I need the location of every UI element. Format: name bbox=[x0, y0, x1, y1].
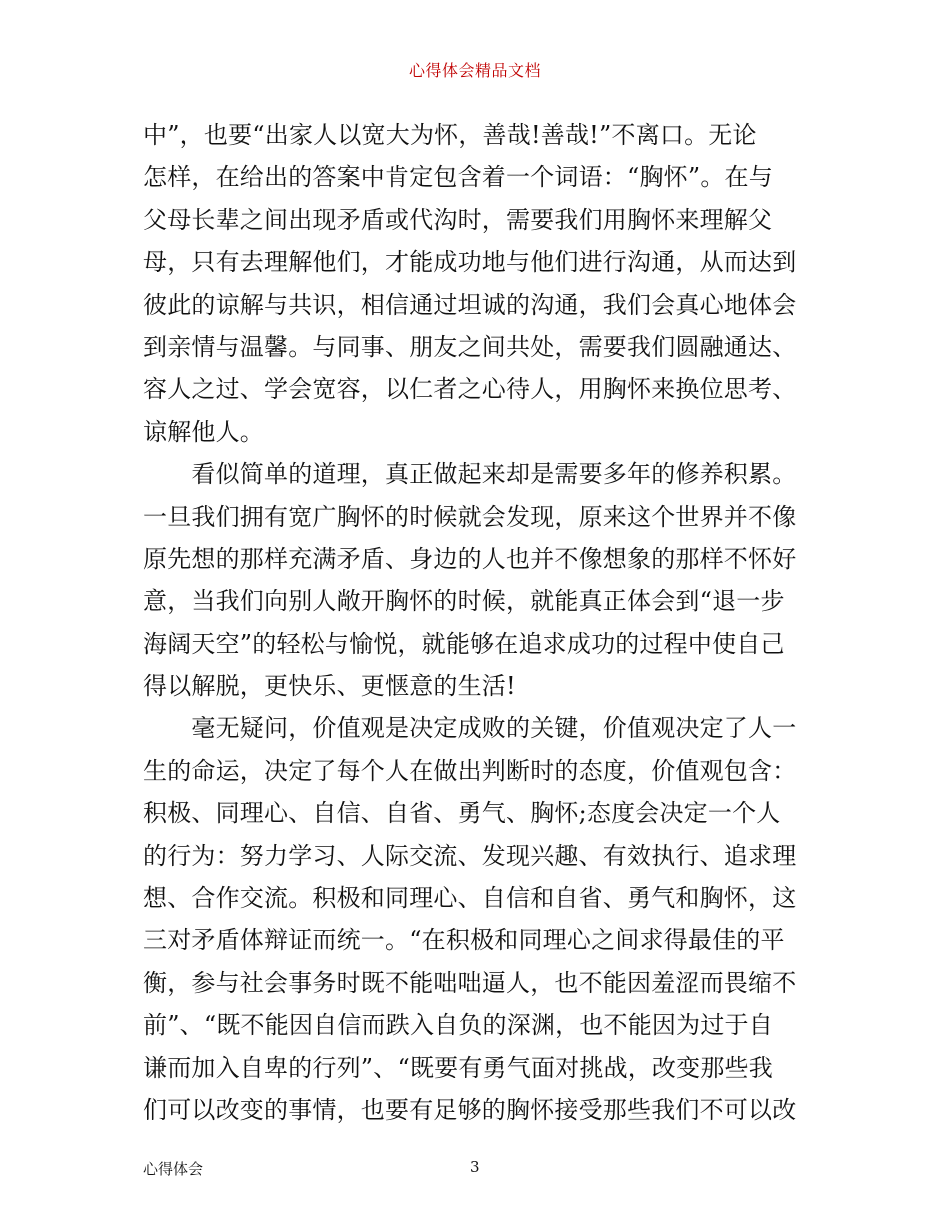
page-header-title: 心得体会精品文档 bbox=[408, 61, 541, 80]
body-line: 衡，参与社会事务时既不能咄咄逼人，也不能因羞涩而畏缩不 bbox=[143, 968, 797, 997]
body-line: 毫无疑问，价值观是决定成败的关键，价值观决定了人一 bbox=[143, 714, 797, 743]
body-line: 怎样，在给出的答案中肯定包含着一个词语：“胸怀”。在与 bbox=[143, 163, 773, 192]
body-line: 彼此的谅解与共识，相信通过坦诚的沟通，我们会真心地体会 bbox=[143, 290, 797, 319]
body-line: 母，只有去理解他们，才能成功地与他们进行沟通，从而达到 bbox=[143, 248, 797, 277]
body-line: 们可以改变的事情，也要有足够的胸怀接受那些我们不可以改 bbox=[143, 1095, 797, 1124]
body-line: 谦而加入自卑的行列”、“既要有勇气面对挑战，改变那些我 bbox=[143, 1053, 773, 1082]
body-line: 三对矛盾体辩证而统一。“在积极和同理心之间求得最佳的平 bbox=[143, 926, 785, 955]
body-line: 谅解他人。 bbox=[143, 417, 264, 446]
body-line: 的行为：努力学习、人际交流、发现兴趣、有效执行、追求理 bbox=[143, 841, 797, 870]
body-line: 海阔天空”的轻松与愉悦，就能够在追求成功的过程中使自己 bbox=[143, 629, 785, 658]
body-line: 一旦我们拥有宽广胸怀的时候就会发现，原来这个世界并不像 bbox=[143, 502, 797, 531]
body-line: 到亲情与温馨。与同事、朋友之间共处，需要我们圆融通达、 bbox=[143, 332, 797, 361]
body-line: 积极、同理心、自信、自省、勇气、胸怀;态度会决定一个人 bbox=[143, 799, 781, 828]
body-line: 父母长辈之间出现矛盾或代沟时，需要我们用胸怀来理解父 bbox=[143, 205, 773, 234]
body-line: 得以解脱，更快乐、更惬意的生活! bbox=[143, 672, 516, 701]
body-line: 前”、“既不能因自信而跌入自负的深渊，也不能因为过于自 bbox=[143, 1011, 773, 1040]
body-line: 容人之过、学会宽容，以仁者之心待人，用胸怀来换位思考、 bbox=[143, 375, 797, 404]
body-line: 想、合作交流。积极和同理心、自信和自省、勇气和胸怀，这 bbox=[143, 884, 797, 913]
body-line: 中”，也要“出家人以宽大为怀，善哉!善哉!”不离口。无论 bbox=[143, 121, 757, 149]
page-number: 3 bbox=[470, 1158, 480, 1176]
body-line: 原先想的那样充满矛盾、身边的人也并不像想象的那样不怀好 bbox=[143, 544, 797, 573]
body-line: 意，当我们向别人敞开胸怀的时候，就能真正体会到“退一步 bbox=[143, 587, 785, 616]
footer-label: 心得体会 bbox=[143, 1160, 204, 1178]
document-body bbox=[143, 114, 811, 1131]
body-line: 生的命运，决定了每个人在做出判断时的态度，价值观包含： bbox=[143, 756, 797, 785]
body-line: 看似简单的道理，真正做起来却是需要多年的修养积累。 bbox=[143, 460, 797, 489]
